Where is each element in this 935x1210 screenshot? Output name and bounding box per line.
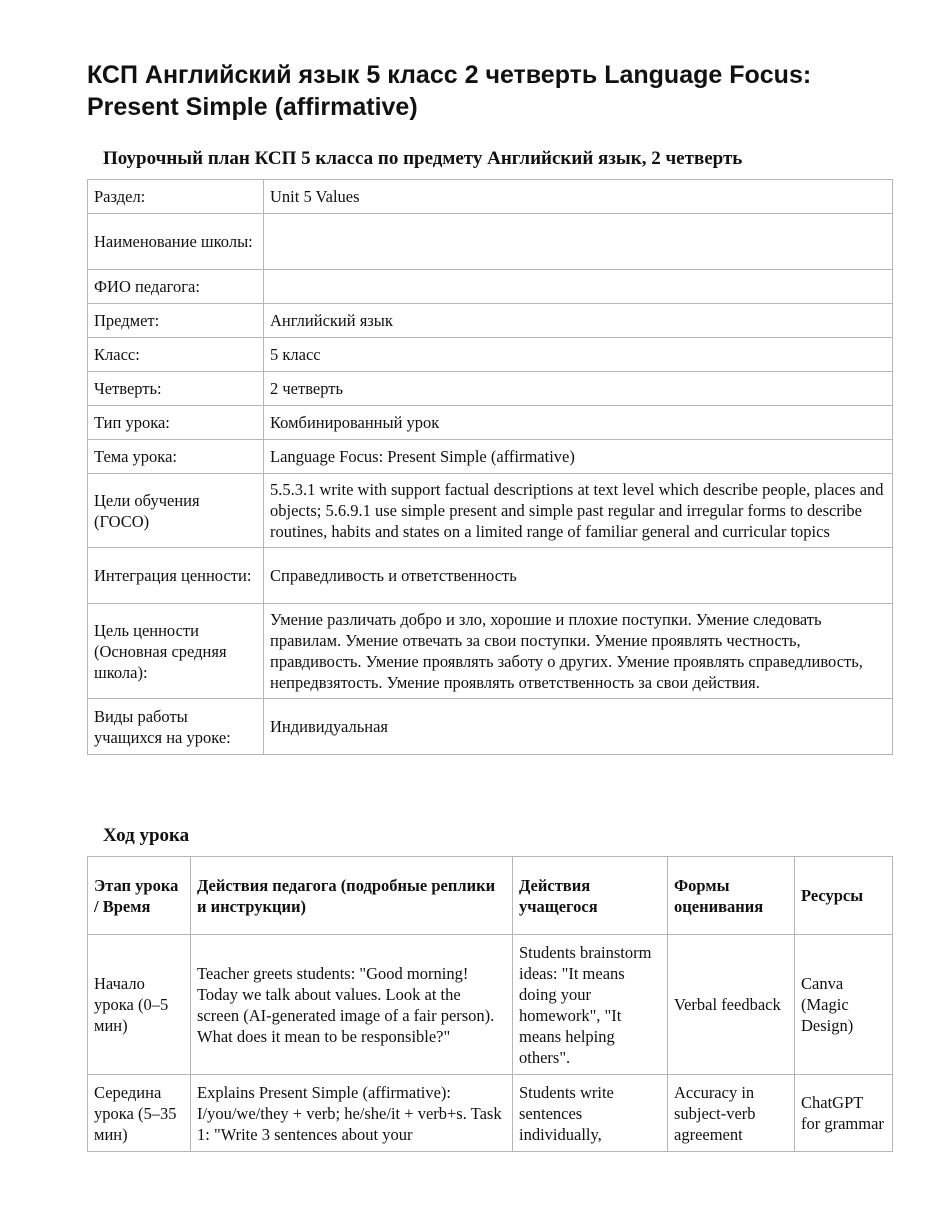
lesson-flow-table <box>87 856 893 1152</box>
page-title: КСП Английский язык 5 класс 2 четверть Language Focus: Present Simple (affirmative) <box>87 61 812 121</box>
flow-heading: Ход урока <box>103 825 190 846</box>
info-value: Комбинированный урок <box>264 406 893 440</box>
column-header-assessment: Формы оценивания <box>668 857 795 935</box>
info-row-values <box>88 548 893 604</box>
info-value: Unit 5 Values <box>264 180 893 214</box>
info-label: Четверть: <box>88 372 264 406</box>
info-label: Цели обучения (ГОСО) <box>88 474 264 548</box>
info-label: Тема урока: <box>88 440 264 474</box>
stage-cell: Начало урока (0–5 мин) <box>88 935 191 1075</box>
info-row-objectives <box>88 474 893 548</box>
info-value: Справедливость и ответственность <box>264 548 893 604</box>
info-row-topic <box>88 440 893 474</box>
students-cell: Students brainstorm ideas: "It means doing your homework", "It means helping others". <box>513 935 668 1075</box>
info-row-section <box>88 180 893 214</box>
info-value <box>264 270 893 304</box>
lesson-info-table <box>87 179 893 755</box>
info-label: Наименование школы: <box>88 214 264 270</box>
resources-cell: Canva (Magic Design) <box>795 935 893 1075</box>
info-value <box>264 214 893 270</box>
info-label: Предмет: <box>88 304 264 338</box>
plan-heading: Поурочный план КСП 5 класса по предмету Английский язык, 2 четверть <box>103 148 743 169</box>
column-header-teacher: Действия педагога (подробные реплики и инструкции) <box>191 857 513 935</box>
info-value: Умение различать добро и зло, хорошие и плохие поступки. Умение следовать правилам. Умение отвечать за свои поступки. Умение проявлять честность, правдивость. Умение проявлять заботу о других. Умение проявлять справедливость, непредвзятость. Умение проявлять ответственность за свои действия. <box>264 604 893 699</box>
info-row-lesson-type <box>88 406 893 440</box>
info-row-quarter <box>88 372 893 406</box>
flow-header-row <box>88 857 893 935</box>
teacher-cell: Teacher greets students: "Good morning! Today we talk about values. Look at the screen (AI-generated image of a fair person). What does it mean to be responsible?" <box>191 935 513 1075</box>
info-label: Класс: <box>88 338 264 372</box>
info-value: Индивидуальная <box>264 699 893 755</box>
assessment-cell: Accuracy in subject-verb agreement <box>668 1075 795 1152</box>
info-value: Language Focus: Present Simple (affirmative) <box>264 440 893 474</box>
info-row-work-types <box>88 699 893 755</box>
teacher-cell: Explains Present Simple (affirmative): I/you/we/they + verb; he/she/it + verb+s. Task 1: "Write 3 sentences about your <box>191 1075 513 1152</box>
table-row <box>88 935 893 1075</box>
info-label: Интеграция ценности: <box>88 548 264 604</box>
info-row-grade <box>88 338 893 372</box>
info-value: 5.5.3.1 write with support factual descriptions at text level which describe people, places and objects; 5.6.9.1 use simple present and simple past regular and irregular forms to describe routines, habits and states on a limited range of familiar general and curricular topics <box>264 474 893 548</box>
column-header-resources: Ресурсы <box>795 857 893 935</box>
table-row <box>88 1075 893 1152</box>
resources-cell: ChatGPT for grammar <box>795 1075 893 1152</box>
info-label: Тип урока: <box>88 406 264 440</box>
column-header-students: Действия учащегося <box>513 857 668 935</box>
info-label: Виды работы учащихся на уроке: <box>88 699 264 755</box>
assessment-cell: Verbal feedback <box>668 935 795 1075</box>
info-value: 5 класс <box>264 338 893 372</box>
info-row-school <box>88 214 893 270</box>
info-value: 2 четверть <box>264 372 893 406</box>
info-row-subject <box>88 304 893 338</box>
students-cell: Students write sentences individually, <box>513 1075 668 1152</box>
info-label: ФИО педагога: <box>88 270 264 304</box>
info-label: Раздел: <box>88 180 264 214</box>
info-row-teacher <box>88 270 893 304</box>
column-header-stage: Этап урока / Время <box>88 857 191 935</box>
info-row-value-goal <box>88 604 893 699</box>
stage-cell: Середина урока (5–35 мин) <box>88 1075 191 1152</box>
info-value: Английский язык <box>264 304 893 338</box>
info-label: Цель ценности (Основная средняя школа): <box>88 604 264 699</box>
